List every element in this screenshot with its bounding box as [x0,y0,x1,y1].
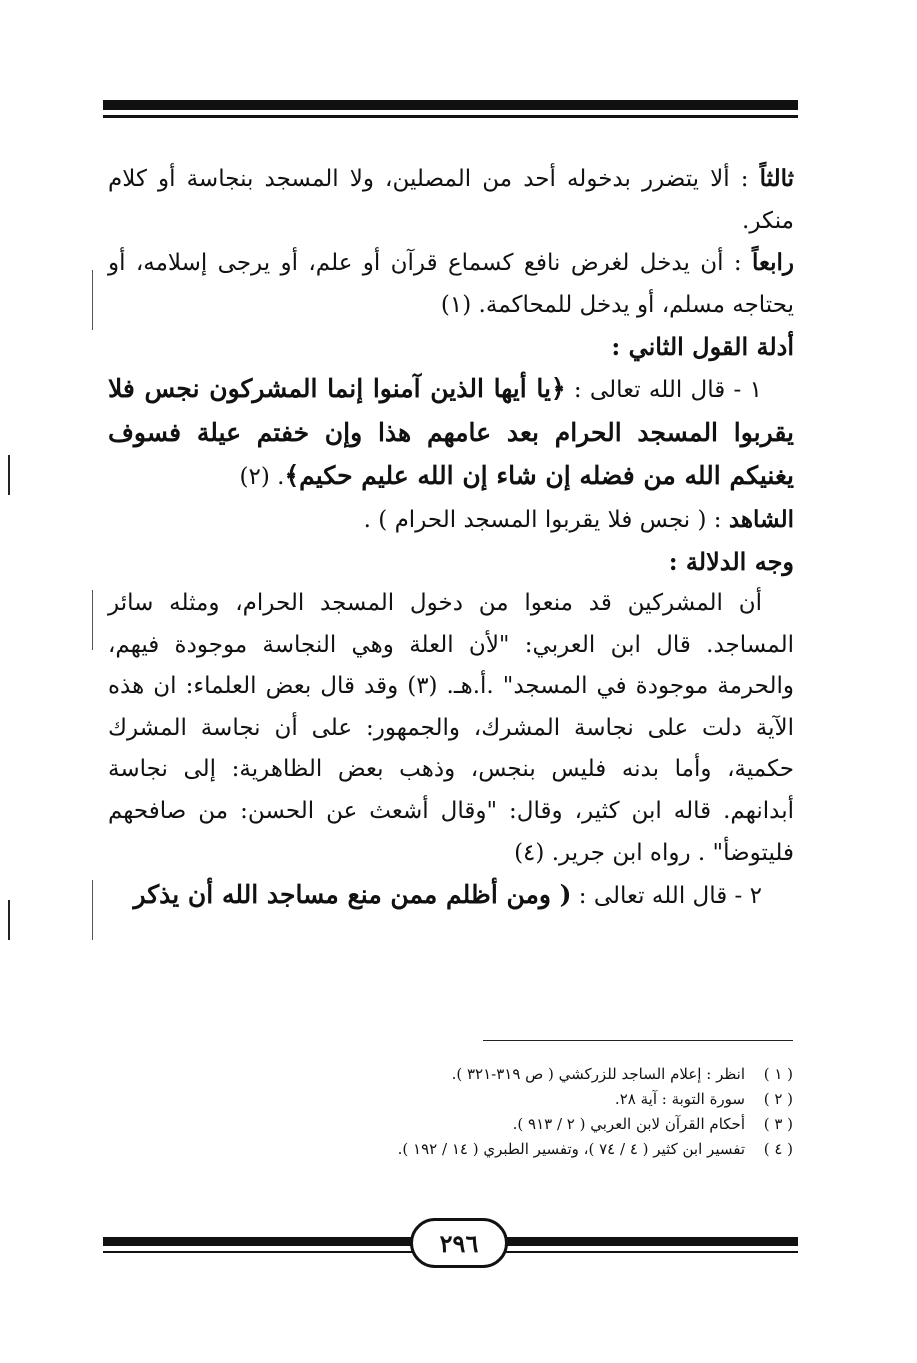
paragraph-label: الشاهد [728,505,794,533]
footnote-text: أحكام القرآن لابن العربي ( ٢ / ٩١٣ ). [512,1115,745,1133]
quran-verse: ( ومن أظلم ممن منع مساجد الله أن يذكر [133,880,572,910]
footnote-number: ( ١ ) [763,1065,793,1083]
footnote-number: ( ٤ ) [763,1140,793,1158]
footnote-text: انظر : إعلام الساجد للزركشي ( ص ٣١٩-٣٢١ ). [451,1065,745,1083]
paragraph [108,874,794,918]
paragraph-text: : ألا يتضرر بدخوله أحد من المصلين، ولا المسجد بنجاسة أو كلام منكر. [108,166,794,234]
paragraph [108,242,794,326]
page-number [410,1218,508,1268]
footer-rule-thin [103,1251,413,1253]
footnote-number: ( ٢ ) [763,1090,793,1108]
footnote [250,1112,793,1137]
footnote-text: سورة التوبة : آية ٢٨. [614,1090,745,1108]
paragraph-text: أن المشركين قد منعوا من دخول المسجد الحرام، ومثله سائر المساجد. قال ابن العربي: "لأن العلة وهي النجاسة موجودة فيهم، والحرمة موجودة في المسجد" .أ.هـ. (٣) وقد قال بعض العلماء: ان هذه الآية دلت على نجاسة المشرك، والجمهور: على أن نجاسة المشرك حكمية، وأما بدنه فليس بنجس، وذهب بعض الظاهرية: إلى نجاسة أبدانهم. قاله ابن كثير، وقال: "وقال أشعث عن الحسن: من صافحهم فليتوضأ" . رواه ابن جرير. (٤) [108,589,794,866]
footnotes [250,1062,793,1162]
section-heading: أدلة القول الثاني : [611,332,794,362]
footer-rule-thin [505,1251,798,1253]
header-rule-thin [103,115,798,118]
page-number-text: ٢٩٦ [439,1228,479,1258]
paragraph [108,368,794,499]
paragraph [108,158,794,242]
footnote [250,1087,793,1112]
footer-rule-thick [103,1237,413,1246]
main-text [108,158,794,918]
footnote [250,1062,793,1087]
verse-footnote-ref: . (٢) [239,464,285,491]
paragraph-text: : ( نجس فلا يقربوا المسجد الحرام ) . [363,506,729,533]
header-rule-thick [103,100,798,110]
footnote-separator [483,1040,793,1041]
scan-edge-mark [8,900,10,940]
evidence-lead: ٢ - قال الله تعالى : [571,883,762,910]
evidence-lead: ١ - قال الله تعالى : [565,376,762,403]
scan-edge-mark [8,455,10,495]
paragraph-label: ثالثاً [759,165,794,192]
scan-edge-mark [92,270,93,330]
footnote-number: ( ٣ ) [763,1115,793,1133]
scan-edge-mark [92,880,93,940]
paragraph [108,583,794,874]
paragraph-text: : أن يدخل لغرض نافع كسماع قرآن أو علم، أو يرجى إسلامه، أو يحتاجه مسلم، أو يدخل للمحاكمة. (١) [108,250,794,318]
scan-edge-mark [92,590,93,650]
footnote [250,1137,793,1162]
footnote-text: تفسير ابن كثير ( ٤ / ٧٤ )، وتفسير الطبري ( ١٤ / ١٩٢ ). [397,1140,745,1158]
paragraph [108,499,794,542]
footer-rule-thick [505,1237,798,1246]
section-heading: وجه الدلالة : [668,547,794,577]
paragraph-label: رابعاً [751,249,794,277]
quran-verse: ﴿يا أيها الذين آمنوا إنما المشركون نجس فلا يقربوا المسجد الحرام بعد عامهم هذا وإن خفتم عيلة فسوف يغنيكم الله من فضله إن شاء إن الله عليم حكيم﴾ [108,373,794,491]
